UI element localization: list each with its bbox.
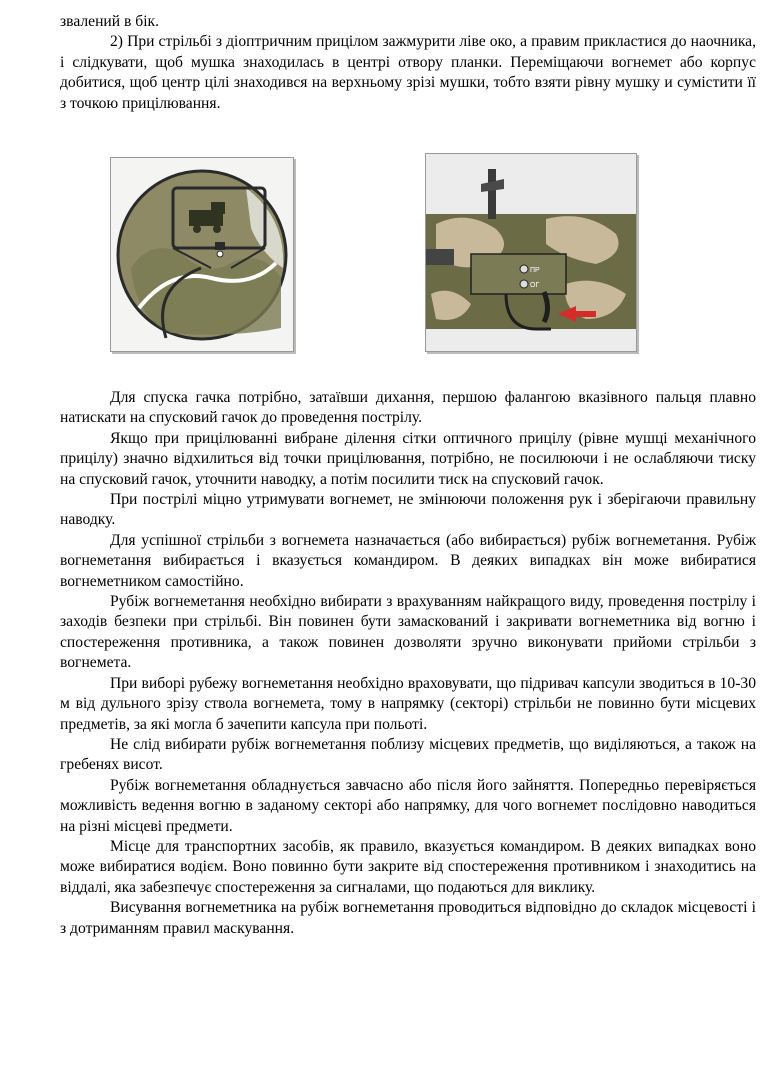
paragraph-avoid-landmarks: Не слід вибирати рубіж вогнеметання поблизу місцевих предметів, що виділяються, а також на гребенях висот. <box>60 735 756 774</box>
paragraph-optical-sight: Якщо при прицілюванні вибране ділення сітки оптичного прицілу (рівне мушці механічного прицілу) значно відхилиться від точки прицілювання, потрібно, не посилюючи і не ослабляючи тиску на спусковий гачок, уточнити наводку, а потім посилити тиск на спусковий гачок. <box>60 429 756 488</box>
top-text-block <box>60 12 756 114</box>
trigger-safe-label: ПР <box>530 267 540 274</box>
text-line-fragment: звалений в бік. <box>60 13 160 30</box>
body-text-block <box>60 388 756 939</box>
trigger-mechanism-illustration <box>426 154 636 351</box>
paragraph-trigger-pull: Для спуска гачка потрібно, затаївши дихання, першою фалангою вказівного пальця плавно натискати на спусковий гачок до проведення пострілу. <box>60 389 756 427</box>
trigger-fire-label: ОГ <box>530 282 540 289</box>
paragraph-hold-launcher: При пострілі міцно утримувати вогнемет, не змінюючи положення рук і зберігаючи правильну наводку. <box>60 491 756 529</box>
paragraph-vehicle-location: Місце для транспортних засобів, як правило, вказується командиром. В деяких випадках воно може вибиратися водієм. Воно повинно бути закрите від спостереження противником і знаходитись на віддалі, яка забезпечує спостереження за сигналами, що подаються для виклику. <box>60 837 756 896</box>
figure-trigger-mechanism <box>425 153 637 352</box>
paragraph-firing-line: Для успішної стрільби з вогнемета назначається (або вибирається) рубіж вогнеметання. Рубіж вогнеметання вибирається і вказується командиром. В деяких випадках він може вибиратися вогнеметником самостійно. <box>60 531 756 590</box>
paragraph-fuse-arming: При виборі рубежу вогнеметання необхідно враховувати, що підривач капсули зводиться в 10-30 м від дульного зрізу ствола вогнемета, тому в напрямку (секторі) стрільби не повинно бути місцевих предметів, за які могла б зачепити капсула при польоті. <box>60 674 756 733</box>
paragraph-advance-to-line: Висування вогнеметника на рубіж вогнеметання проводиться відповідно до складок місцевості і з дотриманням правил маскування. <box>60 899 756 937</box>
paragraph-firing-line-selection: Рубіж вогнеметання необхідно вибирати з врахуванням найкращого виду, проведення пострілу і заходів безпеки при стрільбі. Він повинен бути замаскований і закривати вогнеметника від вогню і спостереження противника, а також повинен дозволяти зручно виконувати прийоми стрільби з вогнемета. <box>60 593 756 672</box>
paragraph-aiming-diopter: 2) При стрільбі з діоптричним прицілом зажмурити ліве око, а правим прикластися до наочника, і слідкувати, щоб мушка знаходилась в центрі отвору планки. Переміщаючи вогнемет або корпус добитися, щоб центр цілі знаходився на верхньому зрізі мушки, тобто взяти рівну мушку и сумістити її з точкою прицілювання. <box>60 33 756 112</box>
diopter-sight-illustration <box>111 158 293 351</box>
figure-diopter-sight <box>110 157 294 352</box>
paragraph-firing-line-preparation: Рубіж вогнеметання обладнується завчасно або після його зайняття. Попередньо перевіряється можливість ведення вогню в заданому секторі або напрямку, для чого вогнемет послідовно наводиться на різні місцеві предмети. <box>60 776 756 835</box>
